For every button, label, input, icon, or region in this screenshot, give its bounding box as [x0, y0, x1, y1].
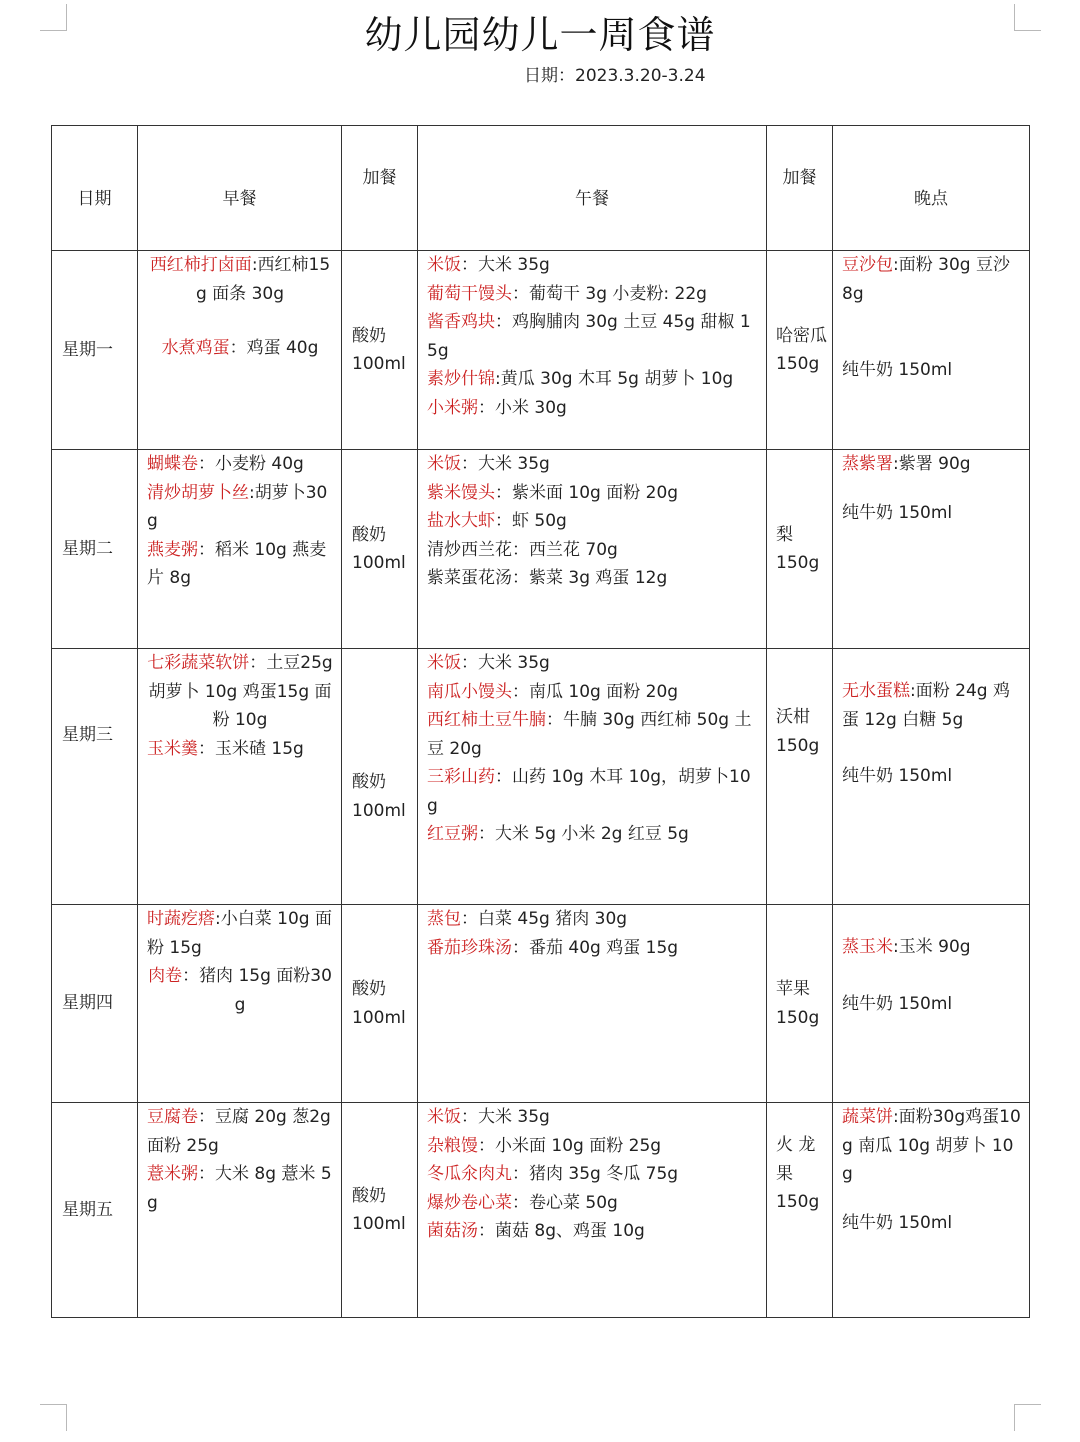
- dish-item: 紫菜蛋花汤：紫菜 3g 鸡蛋 12g: [427, 568, 668, 588]
- dish-item: 米饭：大米 35g: [427, 653, 550, 673]
- header-row: [52, 126, 1030, 251]
- lunch-cell: [418, 251, 767, 450]
- milk-item: 纯牛奶 150ml: [842, 993, 953, 1014]
- dish-item: 紫米馒头：紫米面 10g 面粉 20g: [427, 482, 679, 503]
- day-cell: 星期三: [52, 649, 138, 905]
- header-dinner: 晚点: [833, 126, 1030, 251]
- dish-item: 冬瓜氽肉丸：猪肉 35g 冬瓜 75g: [427, 1164, 679, 1184]
- snack-1-cell: 酸奶100ml: [342, 450, 418, 649]
- dish-item: 素炒什锦:黄瓜 30g 木耳 5g 胡萝卜 10g: [427, 369, 734, 389]
- dish-item: 杂粮馒：小米面 10g 面粉 25g: [427, 1135, 662, 1156]
- milk-item: 纯牛奶 150ml: [842, 766, 953, 786]
- dinner-cell: [833, 251, 1030, 450]
- dish-item: 时蔬疙瘩:小白菜 10g 面粉 15g: [147, 909, 332, 958]
- snack-2-cell: 沃柑150g: [767, 649, 833, 905]
- dish-item: 肉卷：猪肉 15g 面粉30g: [148, 966, 332, 1015]
- dish-item: 小米粥：小米 30g: [427, 397, 567, 418]
- dish-item: 蒸玉米:玉米 90g: [842, 937, 971, 957]
- dish-item: 米饭：大米 35g: [427, 454, 550, 474]
- dish-item: 西红柿土豆牛腩：牛腩 30g 西红柿 50g 土豆 20g: [427, 710, 752, 759]
- snack-2-cell: 火 龙果150g: [767, 1103, 833, 1318]
- table-row: [52, 251, 1030, 450]
- dish-item: 燕麦粥：稻米 10g 燕麦片 8g: [147, 539, 327, 588]
- date-range: 日期：2023.3.20-3.24: [524, 66, 706, 86]
- dish-item: 盐水大虾：虾 50g: [427, 511, 567, 531]
- dish-item: 米饭：大米 35g: [427, 255, 550, 275]
- lunch-cell: [418, 1103, 767, 1318]
- dish-item: 番茄珍珠汤：番茄 40g 鸡蛋 15g: [427, 937, 679, 958]
- dish-item: 蒸包：白菜 45g 猪肉 30g: [427, 909, 628, 929]
- dish-item: 豆腐卷：豆腐 20g 葱2g 面粉 25g: [147, 1107, 331, 1156]
- dish-item: 西红柿打卤面:西红柿15g 面条 30g: [149, 255, 331, 304]
- header-breakfast: 早餐: [138, 126, 342, 251]
- dish-item: 红豆粥：大米 5g 小米 2g 红豆 5g: [427, 824, 689, 844]
- header-snack-1: 加餐: [342, 126, 418, 251]
- table-row: [52, 450, 1030, 649]
- dish-item: 三彩山药：山药 10g 木耳 10g，胡萝卜10g: [427, 767, 751, 816]
- dish-item: 蔬菜饼:面粉30g鸡蛋10g 南瓜 10g 胡萝卜 10g: [842, 1107, 1021, 1184]
- dish-item: 清炒西兰花：西兰花 70g: [427, 539, 618, 560]
- crop-mark-bottom-left: [40, 1404, 67, 1431]
- dish-item: 水煮鸡蛋：鸡蛋 40g: [161, 338, 319, 358]
- milk-item: 纯牛奶 150ml: [842, 1212, 953, 1233]
- snack-1-cell: 酸奶100ml: [342, 905, 418, 1103]
- dish-item: 葡萄干馒头：葡萄干 3g 小麦粉: 22g: [427, 283, 707, 304]
- dish-item: 蝴蝶卷：小麦粉 40g: [147, 454, 304, 474]
- breakfast-cell: [138, 450, 342, 649]
- dish-item: 豆沙包:面粉 30g 豆沙 8g: [842, 255, 1010, 304]
- header-date: 日期: [52, 126, 138, 251]
- day-cell: 星期四: [52, 905, 138, 1103]
- milk-item: 纯牛奶 150ml: [842, 360, 953, 380]
- lunch-cell: [418, 450, 767, 649]
- snack-2-cell: 苹果150g: [767, 905, 833, 1103]
- day-cell: 星期二: [52, 450, 138, 649]
- snack-1-cell: 酸奶100ml: [342, 649, 418, 905]
- snack-2-cell: 哈密瓜150g: [767, 251, 833, 450]
- dish-item: 薏米粥：大米 8g 薏米 5g: [147, 1164, 332, 1213]
- dish-item: 蒸紫署:紫署 90g: [842, 454, 971, 474]
- dish-item: 南瓜小馒头：南瓜 10g 面粉 20g: [427, 681, 679, 702]
- table-row: [52, 1103, 1030, 1318]
- dish-item: 玉米羹：玉米碴 15g: [147, 738, 304, 759]
- table-row: [52, 649, 1030, 905]
- dish-item: 无水蛋糕:面粉 24g 鸡蛋 12g 白糖 5g: [842, 681, 1010, 730]
- lunch-cell: [418, 649, 767, 905]
- dish-item: 清炒胡萝卜丝:胡萝卜30g: [147, 482, 328, 531]
- table-row: [52, 905, 1030, 1103]
- milk-item: 纯牛奶 150ml: [842, 502, 953, 523]
- header-lunch: 午餐: [418, 126, 767, 251]
- dish-item: 七彩蔬菜软饼：土豆25g 胡萝卜 10g 鸡蛋15g 面粉 10g: [147, 653, 333, 730]
- dish-item: 菌菇汤：菌菇 8g、鸡蛋 10g: [427, 1221, 645, 1241]
- dinner-cell: [833, 1103, 1030, 1318]
- day-cell: 星期五: [52, 1103, 138, 1318]
- crop-mark-bottom-right: [1014, 1404, 1041, 1431]
- snack-1-cell: 酸奶100ml: [342, 251, 418, 450]
- weekly-menu-table: [51, 125, 1030, 1318]
- dish-item: 爆炒卷心菜：卷心菜 50g: [427, 1192, 618, 1213]
- breakfast-cell: [138, 1103, 342, 1318]
- dinner-cell: [833, 450, 1030, 649]
- day-cell: 星期一: [52, 251, 138, 450]
- dish-item: 米饭：大米 35g: [427, 1107, 550, 1127]
- header-snack-2: 加餐: [767, 126, 833, 251]
- dinner-cell: [833, 905, 1030, 1103]
- snack-1-cell: 酸奶100ml: [342, 1103, 418, 1318]
- breakfast-cell: [138, 251, 342, 450]
- page-title: 幼儿园幼儿一周食谱: [364, 13, 716, 57]
- snack-2-cell: 梨150g: [767, 450, 833, 649]
- dish-item: 酱香鸡块：鸡胸脯肉 30g 土豆 45g 甜椒 15g: [427, 312, 751, 361]
- breakfast-cell: [138, 649, 342, 905]
- lunch-cell: [418, 905, 767, 1103]
- breakfast-cell: [138, 905, 342, 1103]
- dinner-cell: [833, 649, 1030, 905]
